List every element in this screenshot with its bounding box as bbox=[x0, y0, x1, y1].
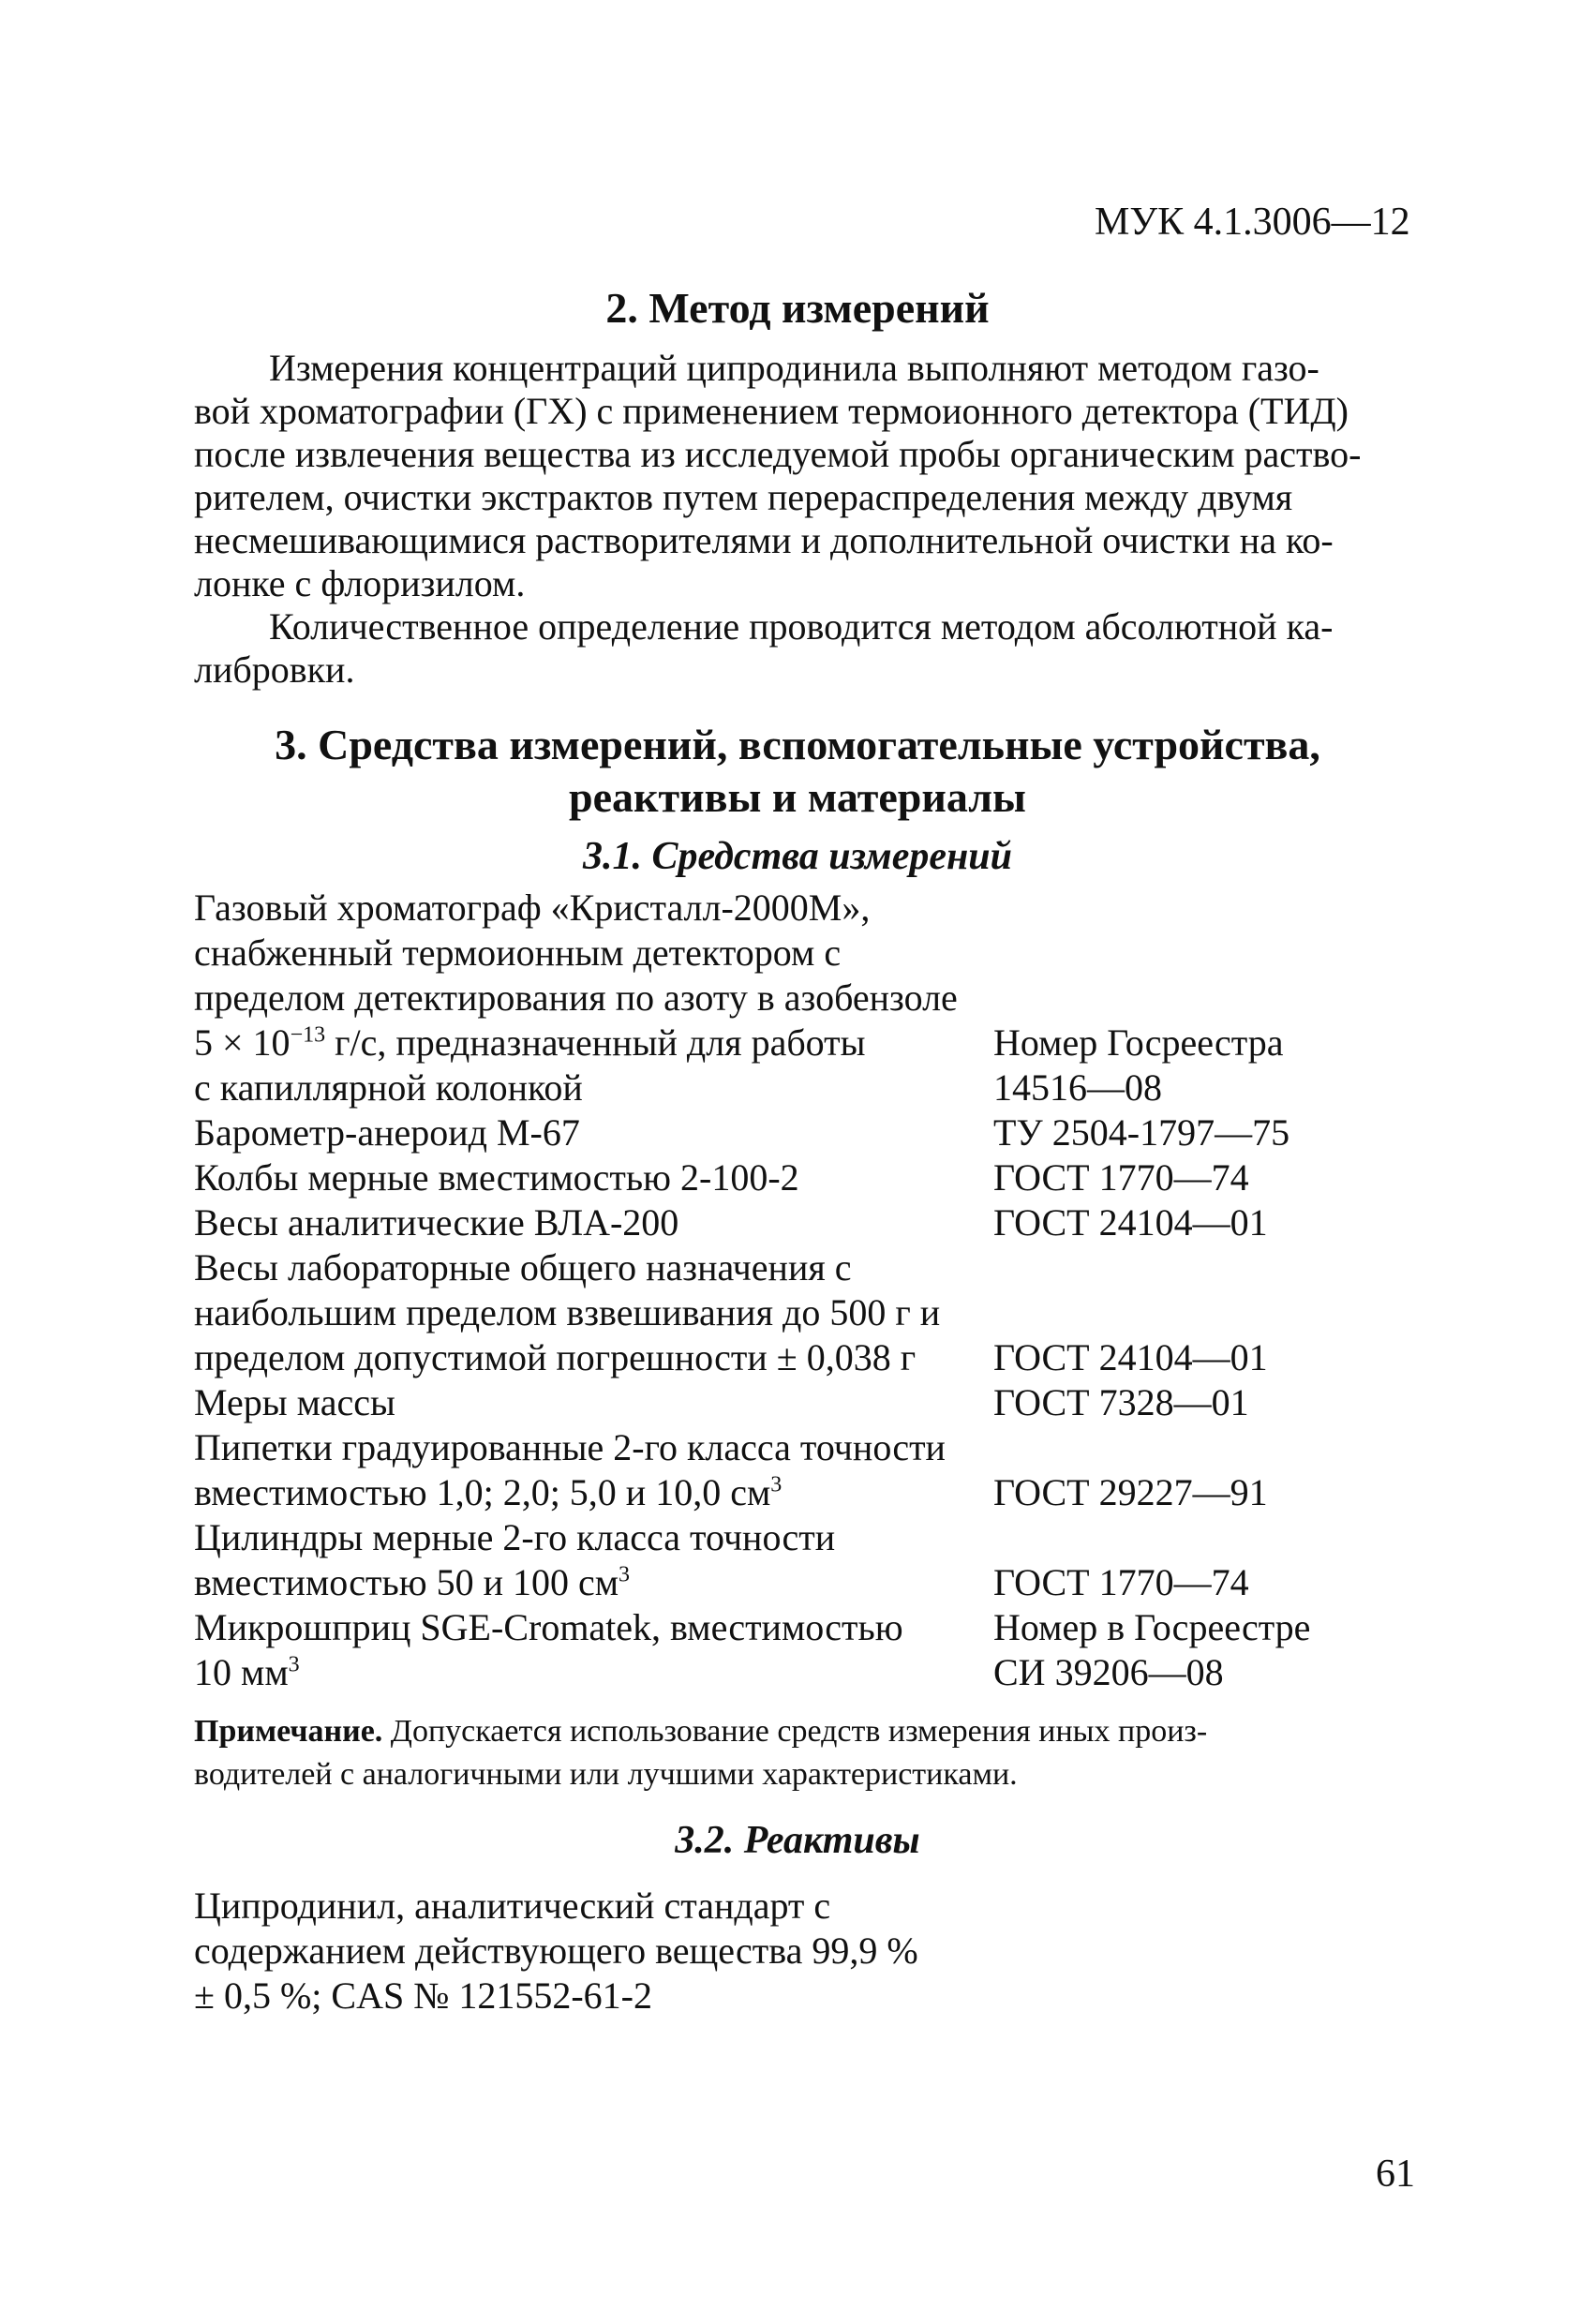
equipment-line: Микрошприц SGE-Cromatek, вместимостью bbox=[194, 1606, 903, 1648]
text-fragment: вместимостью 1,0; 2,0; 5,0 и 10,0 см bbox=[194, 1471, 771, 1513]
equipment-line bbox=[194, 1560, 630, 1604]
equipment-reference: 14516—08 bbox=[993, 1066, 1162, 1109]
note-line: водителей с аналогичными или лучшими характеристиками. bbox=[194, 1757, 1018, 1792]
equipment-line: снабженный термоионным детектором с bbox=[194, 931, 842, 974]
equipment-line: Пипетки градуированные 2-го класса точности bbox=[194, 1426, 946, 1468]
equipment-line bbox=[194, 1650, 300, 1694]
superscript: 3 bbox=[770, 1472, 783, 1497]
text-line: Измерения концентраций ципродинила выполняют методом газо- bbox=[269, 347, 1319, 389]
equipment-line bbox=[194, 1020, 866, 1065]
equipment-line: Газовый хроматограф «Кристалл-2000М», bbox=[194, 886, 871, 929]
equipment-line bbox=[194, 1470, 782, 1514]
equipment-reference: Номер Госреестра bbox=[993, 1021, 1284, 1064]
section-2-paragraph-2 bbox=[194, 605, 1403, 692]
equipment-reference: Номер в Госреестре bbox=[993, 1606, 1311, 1648]
equipment-line: наибольшим пределом взвешивания до 500 г и bbox=[194, 1291, 941, 1333]
superscript: 3 bbox=[288, 1652, 300, 1677]
subsection-3-1-title: 3.1. Средства измерений bbox=[582, 835, 1013, 878]
text-line: рителем, очистки экстрактов путем перераспределения между двумя bbox=[194, 476, 1293, 518]
equipment-line: Цилиндры мерные 2-го класса точности bbox=[194, 1516, 836, 1558]
equipment-line: пределом допустимой погрешности ± 0,038 г bbox=[194, 1336, 917, 1378]
equipment-line: Меры массы bbox=[194, 1381, 395, 1423]
text-line: либровки. bbox=[194, 648, 355, 691]
equipment-line: Колбы мерные вместимостью 2-100-2 bbox=[194, 1156, 799, 1199]
equipment-reference: ГОСТ 7328—01 bbox=[993, 1381, 1249, 1423]
equipment-line: с капиллярной колонкой bbox=[194, 1066, 583, 1109]
superscript: 3 bbox=[619, 1562, 631, 1587]
section-3-title-line-2: реактивы и материалы bbox=[569, 773, 1026, 821]
section-2-paragraph-1 bbox=[194, 347, 1403, 605]
text-line: Количественное определение проводится методом абсолютной ка- bbox=[269, 605, 1334, 648]
reagent-line: ± 0,5 %; CAS № 121552-61-2 bbox=[194, 1974, 653, 2017]
note bbox=[194, 1710, 1403, 1796]
text-fragment: 5 × 10 bbox=[194, 1021, 291, 1064]
subsection-3-2-title: 3.2. Реактивы bbox=[675, 1819, 920, 1862]
equipment-reference: ТУ 2504-1797—75 bbox=[993, 1111, 1290, 1154]
reagent-line: Ципродинил, аналитический стандарт с bbox=[194, 1885, 831, 1927]
text-line: после извлечения вещества из исследуемой пробы органическим раство- bbox=[194, 433, 1362, 475]
document-code: МУК 4.1.3006—12 bbox=[1095, 201, 1410, 244]
text-fragment: г/с, предназначенный для работы bbox=[325, 1021, 866, 1064]
equipment-reference: ГОСТ 1770—74 bbox=[993, 1561, 1249, 1603]
note-line bbox=[194, 1710, 1403, 1753]
section-3-title-line-1: 3. Средства измерений, вспомогательные устройства, bbox=[275, 721, 1320, 768]
page-number: 61 bbox=[1376, 2153, 1415, 2196]
equipment-line: пределом детектирования по азоту в азобензоле bbox=[194, 976, 958, 1019]
text-fragment: вместимостью 50 и 100 см bbox=[194, 1561, 619, 1603]
superscript: −13 bbox=[290, 1022, 326, 1048]
section-2-title: 2. Метод измерений bbox=[605, 284, 990, 332]
text-line: вой хроматографии (ГХ) с применением термоионного детектора (ТИД) bbox=[194, 390, 1349, 432]
equipment-line: Весы лабораторные общего назначения с bbox=[194, 1246, 852, 1289]
note-label: Примечание. bbox=[194, 1714, 383, 1749]
equipment-reference: СИ 39206—08 bbox=[993, 1651, 1224, 1693]
note-text: Допускается использование средств измерения иных произ- bbox=[382, 1714, 1208, 1749]
text-fragment: 10 мм bbox=[194, 1651, 289, 1693]
reagent-line: содержанием действующего вещества 99,9 % bbox=[194, 1929, 918, 1972]
text-line: лонке с флоризилом. bbox=[194, 562, 526, 604]
text-line: несмешивающимися растворителями и дополнительной очистки на ко- bbox=[194, 519, 1334, 561]
equipment-line: Барометр-анероид М-67 bbox=[194, 1111, 580, 1154]
equipment-reference: ГОСТ 24104—01 bbox=[993, 1336, 1268, 1378]
equipment-reference: ГОСТ 1770—74 bbox=[993, 1156, 1249, 1199]
equipment-reference: ГОСТ 24104—01 bbox=[993, 1201, 1268, 1244]
equipment-reference: ГОСТ 29227—91 bbox=[993, 1471, 1268, 1513]
equipment-line: Весы аналитические ВЛА-200 bbox=[194, 1201, 679, 1244]
